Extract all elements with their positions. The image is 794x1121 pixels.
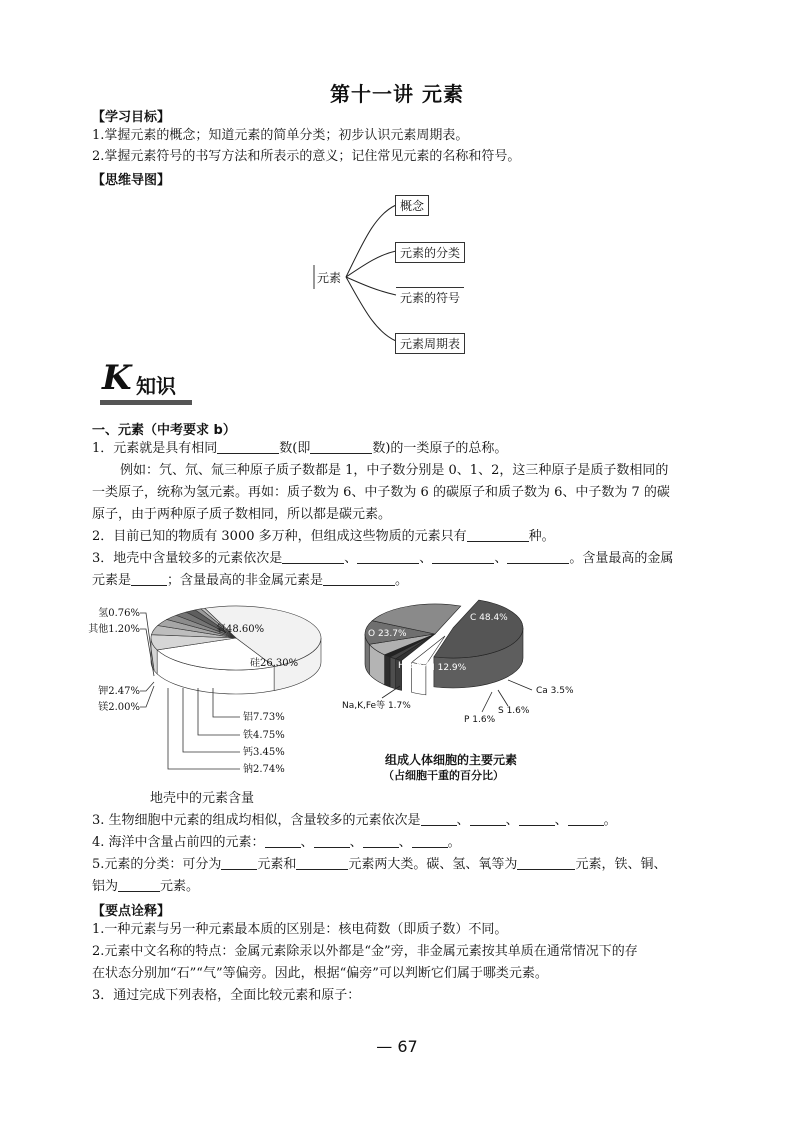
- text: 。: [447, 835, 461, 850]
- text: 、: [554, 813, 568, 828]
- goal-item-2: 2.掌握元素符号的书写方法和所表示的意义；记住常见元素的名称和符号。: [92, 149, 521, 164]
- section2-p5: [92, 810, 617, 831]
- blank[interactable]: [517, 855, 575, 870]
- body-label: P 1.6%: [464, 715, 496, 725]
- text: 元素和: [257, 857, 297, 872]
- section2-p7: [92, 854, 666, 875]
- text: 数)的一类原子的总称。: [372, 441, 508, 456]
- blank[interactable]: [467, 527, 529, 542]
- text: 3．地壳中含量较多的元素依次是: [92, 551, 283, 566]
- text: 种。: [528, 529, 555, 544]
- mindmap-branch-concept: 概念: [395, 195, 429, 216]
- page-number: — 67: [376, 1037, 418, 1056]
- body-slice-side: [385, 655, 390, 687]
- section1-p2-l3: 原子，由于两种原子质子数相同，所以都是碳元素。: [92, 507, 392, 522]
- text: ；含量最高的非金属元素是: [167, 573, 324, 588]
- crust-chart-title: 地壳中的元素含量: [150, 791, 255, 806]
- section1-p4: [92, 548, 673, 569]
- point-3: 3．通过完成下列表格，全面比较元素和原子：: [92, 988, 361, 1003]
- body-label: S 1.6%: [498, 706, 530, 716]
- blank[interactable]: [265, 833, 301, 848]
- text: 1．元素就是具有相同: [92, 441, 218, 456]
- blank[interactable]: [314, 833, 350, 848]
- mindmap-branch-line: [346, 277, 396, 295]
- text: 、: [419, 551, 433, 566]
- crust-leader: [140, 686, 154, 707]
- text: 铝为: [92, 879, 119, 894]
- crust-label: 钙3.45%: [243, 747, 285, 758]
- text: 、: [456, 813, 470, 828]
- blank[interactable]: [421, 811, 457, 826]
- mindmap-branch-periodic-table: 元素周期表: [395, 333, 465, 354]
- section1-heading: 一、元素（中考要求 b）: [92, 423, 236, 438]
- blank[interactable]: [296, 855, 348, 870]
- section2-p7b: [92, 876, 199, 897]
- crust-label: 钠2.74%: [243, 764, 285, 775]
- goal-item-1: 1.掌握元素的概念；知道元素的简单分类；初步认识元素周期表。: [92, 128, 469, 143]
- crust-label: 镁2.00%: [98, 702, 140, 713]
- goals-heading: 【学习目标】: [92, 110, 171, 125]
- body-chart-subtitle: （占细胞干重的百分比）: [383, 769, 504, 782]
- blank[interactable]: [432, 549, 494, 564]
- point-2-l2: 在状态分别加“石”“气”等偏旁。因此，根据“偏旁”可以判断它们属于哪类元素。: [92, 966, 548, 981]
- text: 、: [494, 551, 508, 566]
- body-label: N 12.9%: [428, 663, 467, 673]
- blank[interactable]: [323, 571, 395, 586]
- body-leader: [508, 680, 532, 690]
- text: 5.元素的分类：可分为: [92, 857, 222, 872]
- body-label: Na,K,Fe等 1.7%: [342, 701, 411, 711]
- text: 元素两大类。碳、氢、氧等为: [348, 857, 518, 872]
- body-chart-title: 组成人体细胞的主要元素: [385, 753, 518, 767]
- blank[interactable]: [118, 877, 160, 892]
- text: 、: [300, 835, 314, 850]
- body-pie-chart: [340, 594, 590, 734]
- crust-label: 钾2.47%: [98, 686, 140, 697]
- section1-p1: [92, 438, 507, 459]
- text: 、: [398, 835, 412, 850]
- text: 、: [505, 813, 519, 828]
- point-1: 1.一种元素与另一种元素最本质的区别是：核电荷数（即质子数）不同。: [92, 922, 508, 937]
- mindmap-branch-symbol: 元素的符号: [396, 287, 464, 307]
- crust-label: 硅26.30%: [250, 658, 299, 669]
- knowledge-banner: [100, 358, 200, 408]
- section1-p4b: [92, 570, 408, 591]
- body-label: H 6.6%: [398, 661, 431, 671]
- body-leader: [382, 686, 400, 698]
- crust-leader: [168, 688, 240, 769]
- crust-leader: [198, 688, 240, 735]
- body-leader: [482, 692, 492, 712]
- mindmap-heading: 【思维导图】: [92, 173, 171, 188]
- body-slice-side: [390, 657, 396, 689]
- blank[interactable]: [357, 549, 419, 564]
- text: 。: [395, 573, 409, 588]
- crust-label: 氧48.60%: [216, 624, 265, 635]
- crust-pie-chart: [88, 600, 338, 812]
- text: 4. 海洋中含量占前四的元素：: [92, 835, 265, 850]
- section2-p6: [92, 832, 461, 853]
- point-2-l1: 2.元素中文名称的特点：金属元素除汞以外都是“金”旁，非金属元素按其单质在通常情况下的存: [92, 944, 638, 959]
- text: 。含量最高的金属: [569, 551, 674, 566]
- crust-leader: [140, 682, 154, 691]
- page-title: 第十一讲 元素: [330, 82, 464, 106]
- points-heading: 【要点诠释】: [92, 904, 171, 919]
- blank[interactable]: [310, 439, 372, 454]
- blank[interactable]: [470, 811, 506, 826]
- mindmap-branch-classification: 元素的分类: [395, 242, 465, 263]
- blank[interactable]: [507, 549, 569, 564]
- blank[interactable]: [131, 571, 167, 586]
- blank[interactable]: [282, 549, 344, 564]
- knowledge-text: 知识: [136, 374, 176, 398]
- blank[interactable]: [221, 855, 257, 870]
- text: 元素，铁、铜、: [575, 857, 667, 872]
- text: 数(即: [279, 441, 311, 456]
- body-leader: [498, 690, 508, 706]
- text: 2．目前已知的物质有 3000 多万种，但组成这些物质的元素只有: [92, 529, 467, 544]
- crust-label: 铝7.73%: [243, 712, 285, 723]
- blank[interactable]: [217, 439, 279, 454]
- blank[interactable]: [412, 833, 448, 848]
- crust-label: 氢0.76%: [98, 608, 140, 619]
- crust-label: 其他1.20%: [88, 624, 140, 635]
- section1-p3: [92, 526, 555, 547]
- knowledge-underline: [100, 400, 192, 405]
- knowledge-letter: K: [102, 358, 132, 398]
- blank[interactable]: [568, 811, 604, 826]
- mindmap-branch-line: [346, 277, 396, 341]
- crust-label: 铁4.75%: [243, 730, 285, 741]
- text: 元素。: [160, 879, 200, 894]
- section1-p2-l1: 例如：氕、氘、氚三种原子质子数都是 1，中子数分别是 0、1、2，这三种原子是质子数相同的: [120, 463, 669, 478]
- mindmap-branch-line: [346, 205, 396, 277]
- body-label: O 23.7%: [368, 629, 407, 639]
- crust-leader: [183, 688, 240, 752]
- blank[interactable]: [519, 811, 555, 826]
- body-label: Ca 3.5%: [536, 686, 574, 696]
- section1-p2-l2: 一类原子，统称为氢元素。再如：质子数为 6、中子数为 6 的碳原子和质子数为 6、中子数为 7 的碳: [92, 485, 670, 500]
- text: 3. 生物细胞中元素的组成均相似，含量较多的元素依次是: [92, 813, 421, 828]
- blank[interactable]: [363, 833, 399, 848]
- text: 。: [603, 813, 617, 828]
- mindmap-root: 元素: [317, 271, 342, 285]
- text: 、: [344, 551, 358, 566]
- body-label: C 48.4%: [470, 613, 508, 623]
- mindmap-branch-line: [346, 251, 396, 277]
- text: 、: [349, 835, 363, 850]
- text: 元素是: [92, 573, 132, 588]
